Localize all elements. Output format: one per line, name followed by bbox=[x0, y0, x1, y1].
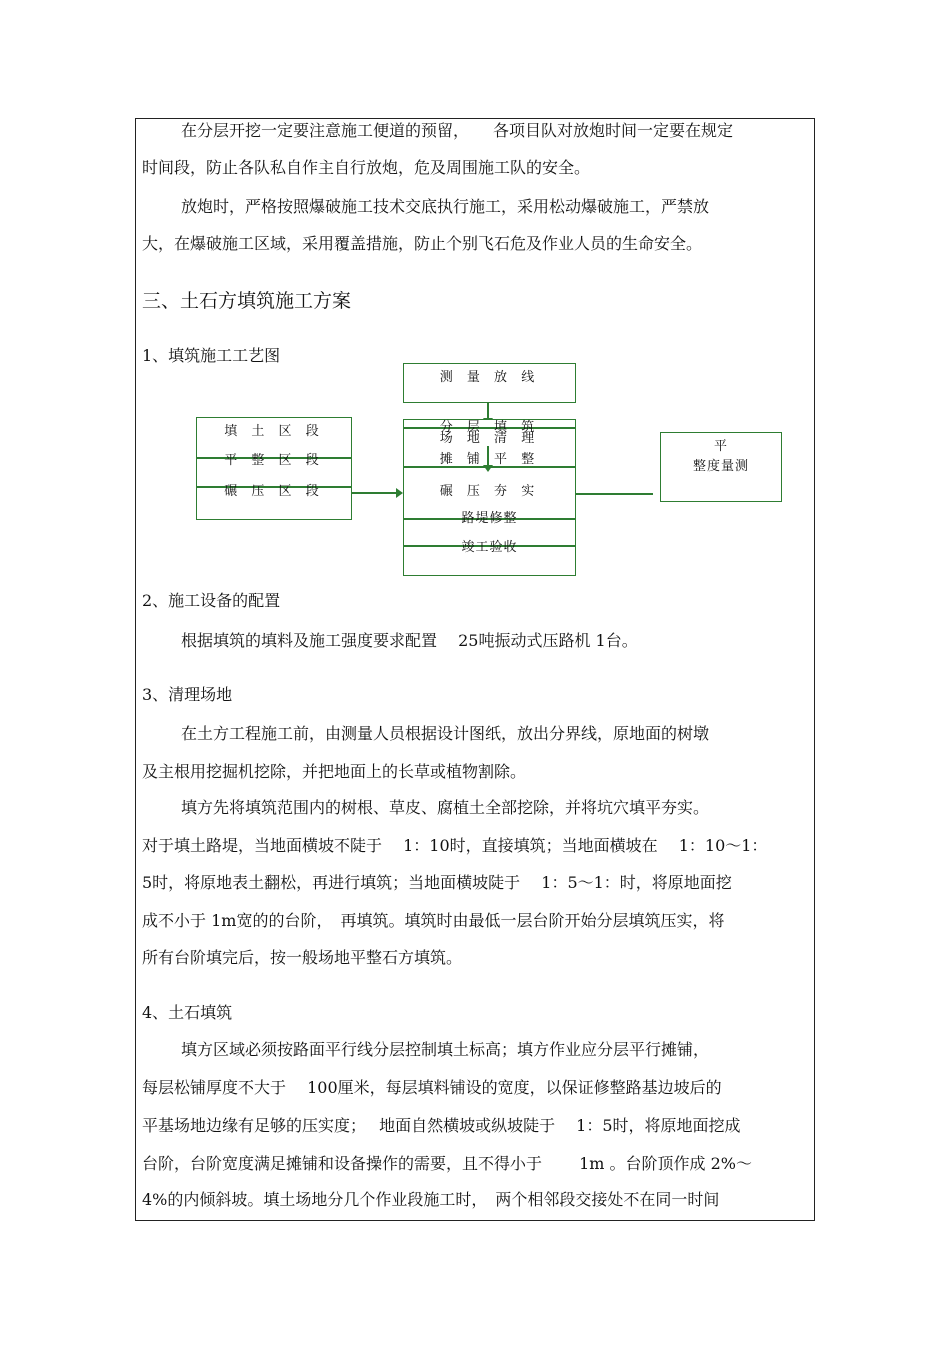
stack-label-spreading: 摊 铺 平 整 bbox=[439, 452, 540, 467]
right-box-label: 平 bbox=[713, 439, 728, 454]
paragraph-fill-slope-line: 对于填土路堤，当地面横坡不陡于 1：10时，直接填筑；当地面横坡在 1：10～1： bbox=[142, 836, 768, 855]
left-box-label: 平 整 区 段 bbox=[224, 453, 324, 468]
paragraph-earth-fill-line: 每层松铺厚度不大于 100厘米，每层填料铺设的宽度，以保证修整路基边坡后的 bbox=[142, 1078, 722, 1097]
subsection-1-title: 1、填筑施工工艺图 bbox=[142, 346, 281, 365]
paragraph-earth-fill-line: 填方区域必须按路面平行线分层控制填土标高；填方作业应分层平行摊铺， bbox=[181, 1040, 710, 1059]
stack-label-embankment-trim: 路堤修整 bbox=[461, 511, 518, 526]
subsection-2-body: 根据填筑的填料及施工强度要求配置 25吨振动式压路机 1台。 bbox=[181, 631, 638, 650]
paragraph-fill-slope-line: 填方先将填筑范围内的树根、草皮、腐植土全部挖除，并将坑穴填平夯实。 bbox=[181, 798, 710, 817]
paragraph-earth-fill-line: 4%的内倾斜坡。填土场地分几个作业段施工时， 两个相邻段交接处不在同一时间 bbox=[142, 1190, 720, 1209]
flow-arrow-line bbox=[352, 492, 397, 494]
stack-label-site-clearing: 场 地 清 理 bbox=[439, 431, 540, 446]
paragraph-clearing-line: 及主根用挖掘机挖除，并把地面上的长草或植物割除。 bbox=[142, 762, 527, 781]
left-box-label: 碾 压 区 段 bbox=[224, 484, 324, 499]
paragraph-fill-slope-line: 5时，将原地表土翻松，再进行填筑；当地面横坡陡于 1：5～1：时，将原地面挖 bbox=[142, 873, 732, 892]
paragraph-blast-safety-line-1: 放炮时，严格按照爆破施工技术交底执行施工，采用松动爆破施工，严禁放 bbox=[181, 197, 710, 216]
section-title: 三、土石方填筑施工方案 bbox=[142, 290, 352, 312]
paragraph-blast-safety-line-2: 大，在爆破施工区域，采用覆盖措施，防止个别飞石危及作业人员的生命安全。 bbox=[142, 234, 703, 253]
paragraph-blasting-line-1: 在分层开挖一定要注意施工便道的预留， 各项目队对放炮时间一定要在规定 bbox=[181, 121, 734, 140]
paragraph-blasting-line-2: 时间段，防止各队私自作主自行放炮，危及周围施工队的安全。 bbox=[142, 158, 591, 177]
paragraph-clearing-line: 在土方工程施工前，由测量人员根据设计图纸，放出分界线，原地面的树墩 bbox=[181, 724, 710, 743]
subsection-4-title: 4、土石填筑 bbox=[142, 1003, 233, 1022]
right-box-label: 整度量测 bbox=[692, 459, 749, 474]
paragraph-fill-slope-line: 成不小于 1m宽的的台阶， 再填筑。填筑时由最低一层台阶开始分层填筑压实，将 bbox=[142, 911, 725, 930]
stack-label-compaction: 碾 压 夯 实 bbox=[439, 484, 540, 499]
left-box-label: 填 土 区 段 bbox=[224, 424, 324, 439]
paragraph-earth-fill-line: 台阶，台阶宽度满足摊铺和设备操作的需要，且不得小于 1m 。台阶顶作成 2%～ bbox=[142, 1154, 752, 1173]
subsection-2-title: 2、施工设备的配置 bbox=[142, 591, 281, 610]
arrow-right-icon bbox=[396, 488, 403, 498]
subsection-3-title: 3、清理场地 bbox=[142, 685, 233, 704]
flow-connector-line bbox=[576, 493, 653, 495]
stack-label-layered-fill: 分 层 填 筑 bbox=[439, 420, 540, 435]
stack-label-completion: 竣工验收 bbox=[461, 540, 518, 555]
paragraph-earth-fill-line: 平基场地边缘有足够的压实度； 地面自然横坡或纵坡陡于 1：5时，将原地面挖成 bbox=[142, 1116, 741, 1135]
survey-box-label: 测 量 放 线 bbox=[439, 370, 540, 385]
paragraph-fill-slope-line: 所有台阶填完后，按一般场地平整石方填筑。 bbox=[142, 948, 463, 967]
